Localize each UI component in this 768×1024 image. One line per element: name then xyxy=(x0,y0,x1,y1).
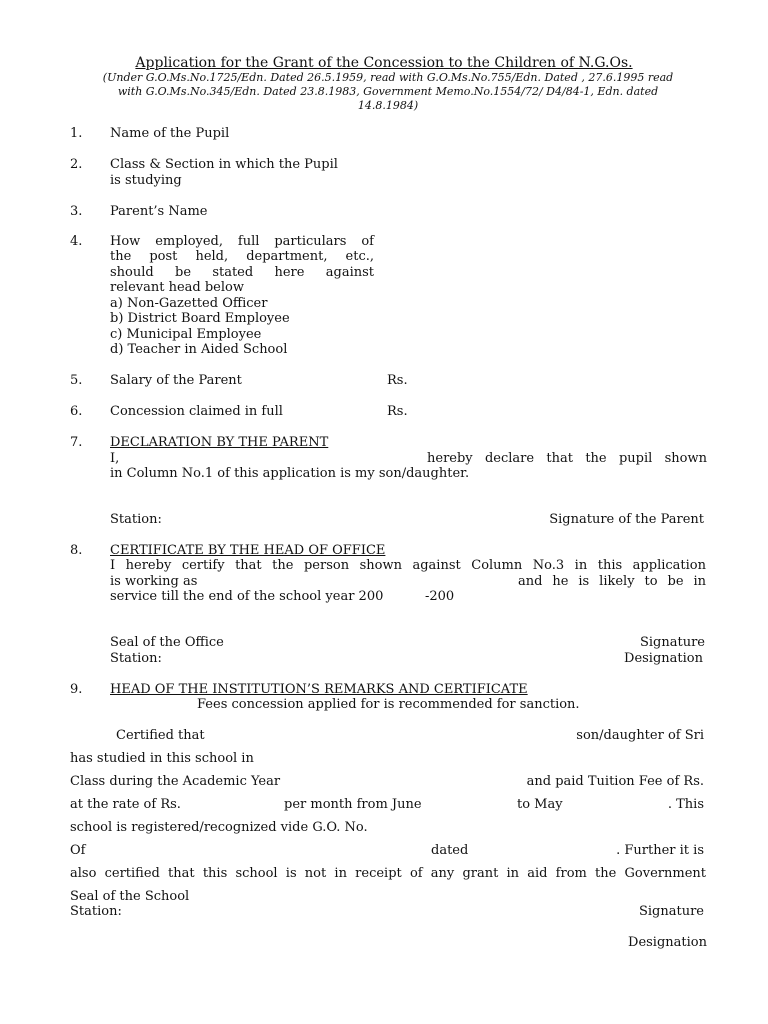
dated-label: dated xyxy=(431,843,469,858)
employment-label-line-4: relevant head below xyxy=(110,280,244,295)
item-7-number: 7. xyxy=(70,435,83,450)
declaration-station: Station: xyxy=(110,512,162,527)
class-section-label-line-1: Class & Section in which the Pupil xyxy=(110,157,338,172)
no-grant-in-aid: also certified that this school is not in receipt of any grant in aid from the Government xyxy=(70,866,706,881)
option-municipal: c) Municipal Employee xyxy=(110,327,262,342)
school-signature-label: Signature xyxy=(638,904,704,919)
employment-label-line-2: the post held, department, etc., xyxy=(110,249,374,264)
parent-name-label: Parent’s Name xyxy=(110,204,208,219)
rate-of-rs: at the rate of Rs. xyxy=(70,797,181,812)
of-label: Of xyxy=(70,843,86,858)
item-5-number: 5. xyxy=(70,373,83,388)
parent-signature-label: Signature of the Parent xyxy=(549,512,704,527)
certificate-heading: CERTIFICATE BY THE HEAD OF OFFICE xyxy=(110,543,386,558)
item-8-number: 8. xyxy=(70,543,83,558)
salary-label: Salary of the Parent xyxy=(110,373,242,388)
paid-tuition-fee: and paid Tuition Fee of Rs. xyxy=(526,774,704,789)
option-aided-teacher: d) Teacher in Aided School xyxy=(110,342,288,357)
certificate-school-year: service till the end of the school year 200 xyxy=(110,589,384,604)
subtitle-line-1: (Under G.O.Ms.No.1725/Edn. Dated 26.5.1959, read with G.O.Ms.No.755/Edn. Dated , 27.6.1995 read xyxy=(102,71,674,84)
studied-in-school: has studied in this school in xyxy=(70,751,254,766)
declaration-line-2: in Column No.1 of this application is my son/daughter. xyxy=(110,466,470,481)
subtitle-line-2: with G.O.Ms.No.345/Edn. Dated 23.8.1983, Government Memo.No.1554/72/ D4/84-1, Edn. dated xyxy=(117,85,659,98)
item-3-number: 3. xyxy=(70,204,83,219)
further-it-is: . Further it is xyxy=(616,843,704,858)
form-title: Application for the Grant of the Concession to the Children of N.G.Os. xyxy=(135,55,633,71)
this-text: . This xyxy=(667,797,704,812)
employment-label-line-1: How employed, full particulars of xyxy=(110,234,374,249)
class-section-label-line-2: is studying xyxy=(110,173,182,188)
concession-label: Concession claimed in full xyxy=(110,404,283,419)
item-9-number: 9. xyxy=(70,682,83,697)
school-designation-label: Designation xyxy=(628,935,707,950)
option-district-board: b) District Board Employee xyxy=(110,311,290,326)
certificate-school-year-end: -200 xyxy=(425,589,455,604)
institution-heading: HEAD OF THE INSTITUTION’S REMARKS AND CERTIFICATE xyxy=(110,682,528,697)
item-4-number: 4. xyxy=(70,234,83,249)
office-seal-label: Seal of the Office xyxy=(110,635,224,650)
office-station-label: Station: xyxy=(110,651,162,666)
item-1-number: 1. xyxy=(70,126,83,141)
recommendation-text: Fees concession applied for is recommended for sanction. xyxy=(197,697,580,712)
concession-currency: Rs. xyxy=(387,404,408,419)
class-academic-year: Class during the Academic Year xyxy=(70,774,281,789)
option-non-gazetted: a) Non-Gazetted Officer xyxy=(110,296,268,311)
declaration-i: I, xyxy=(110,451,120,466)
registered-go-no: school is registered/recognized vide G.O. No. xyxy=(70,820,368,835)
item-6-number: 6. xyxy=(70,404,83,419)
office-designation-label: Designation xyxy=(624,651,703,666)
pupil-name-label: Name of the Pupil xyxy=(110,126,230,141)
certified-that: Certified that xyxy=(116,728,205,743)
certificate-working-as: is working as xyxy=(110,574,198,589)
son-daughter-of: son/daughter of Sri xyxy=(576,728,704,743)
item-2-number: 2. xyxy=(70,157,83,172)
certificate-likely-service: and he is likely to be in xyxy=(518,574,706,589)
school-station-label: Station: xyxy=(70,904,122,919)
per-month-from-june: per month from June xyxy=(284,797,422,812)
declaration-line-1: hereby declare that the pupil shown xyxy=(427,451,707,466)
certificate-line-1: I hereby certify that the person shown against Column No.3 in this application xyxy=(110,558,706,573)
declaration-heading: DECLARATION BY THE PARENT xyxy=(110,435,329,450)
to-may: to May xyxy=(517,797,563,812)
salary-currency: Rs. xyxy=(387,373,408,388)
office-signature-label: Signature xyxy=(639,635,705,650)
employment-label-line-3: should be stated here against xyxy=(110,265,374,280)
subtitle-line-3: 14.8.1984) xyxy=(357,99,419,112)
school-seal-label: Seal of the School xyxy=(70,889,190,904)
